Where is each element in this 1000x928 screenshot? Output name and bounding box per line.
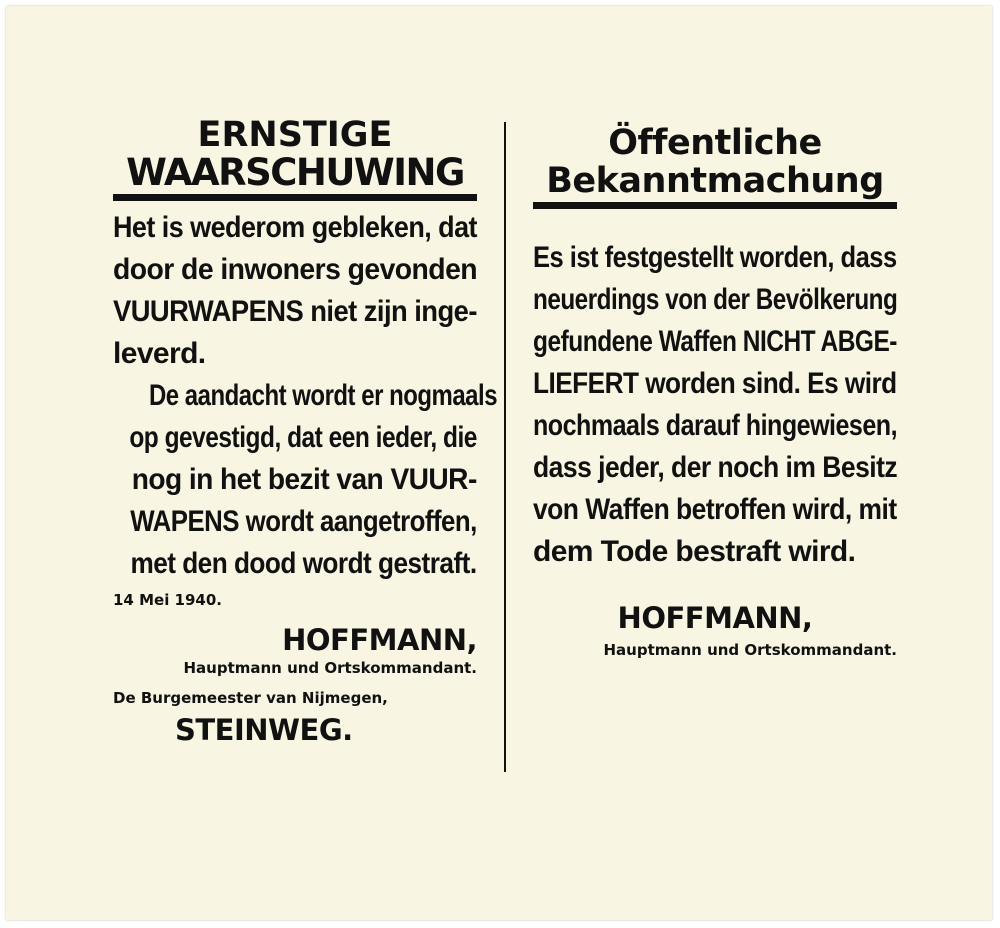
german-heading-rule	[533, 202, 897, 209]
dutch-heading-rule	[113, 194, 477, 201]
german-body	[533, 237, 897, 573]
body-line: WAPENS wordt aangetroffen,	[130, 505, 477, 538]
german-heading	[533, 124, 897, 200]
commander-title: Hauptmann und Ortskommandant.	[183, 659, 477, 677]
body-line: dem Tode bestraft wird.	[533, 535, 856, 568]
notice-date: 14 Mei 1940.	[113, 591, 223, 609]
mayor-name: STEINWEG.	[175, 713, 353, 747]
body-line: Es ist festgestellt worden, dass	[533, 241, 897, 274]
mayor-title: De Burgemeester van Nijmegen,	[113, 689, 388, 707]
german-notice	[533, 124, 897, 659]
dutch-heading	[113, 116, 477, 192]
body-line: VUURWAPENS niet zijn inge-	[113, 295, 477, 328]
body-line: door de inwoners gevonden	[113, 253, 478, 286]
dutch-heading-line1: ERNSTIGE	[197, 115, 393, 155]
body-line: gefundene Waffen NICHT ABGE-	[533, 325, 897, 358]
german-signature	[533, 601, 897, 659]
dutch-signature	[113, 623, 477, 677]
german-heading-line1: Öffentliche	[608, 123, 822, 163]
commander-name: HOFFMANN,	[282, 623, 477, 657]
commander-name: HOFFMANN,	[617, 601, 813, 635]
body-line: leverd.	[113, 337, 206, 370]
body-line: dass jeder, der noch im Besitz	[533, 451, 898, 484]
german-heading-line2: Bekanntmachung	[546, 161, 884, 201]
dutch-body	[113, 207, 498, 585]
body-line: op gevestigd, dat een ieder, die	[129, 421, 477, 454]
column-divider	[504, 122, 506, 772]
body-line: nog in het bezit van VUUR-	[131, 463, 477, 496]
dutch-heading-line2: WAARSCHUWING	[126, 151, 464, 194]
poster-sheet	[6, 6, 992, 920]
dutch-paragraph-2	[113, 375, 498, 585]
body-line: De aandacht wordt er nogmaals	[148, 379, 498, 412]
body-line: met den dood wordt gestraft.	[130, 547, 477, 580]
commander-title: Hauptmann und Ortskommandant.	[603, 641, 897, 659]
body-line: von Waffen betroffen wird, mit	[533, 493, 897, 526]
body-line: LIEFERT worden sind. Es wird	[533, 367, 897, 400]
body-line: nochmaals darauf hingewiesen,	[533, 409, 898, 442]
body-line: Het is wederom gebleken, dat	[113, 211, 477, 244]
dutch-paragraph-1	[113, 207, 477, 375]
body-line: neuerdings von der Bevölkerung	[533, 283, 898, 316]
dutch-notice	[113, 115, 498, 747]
